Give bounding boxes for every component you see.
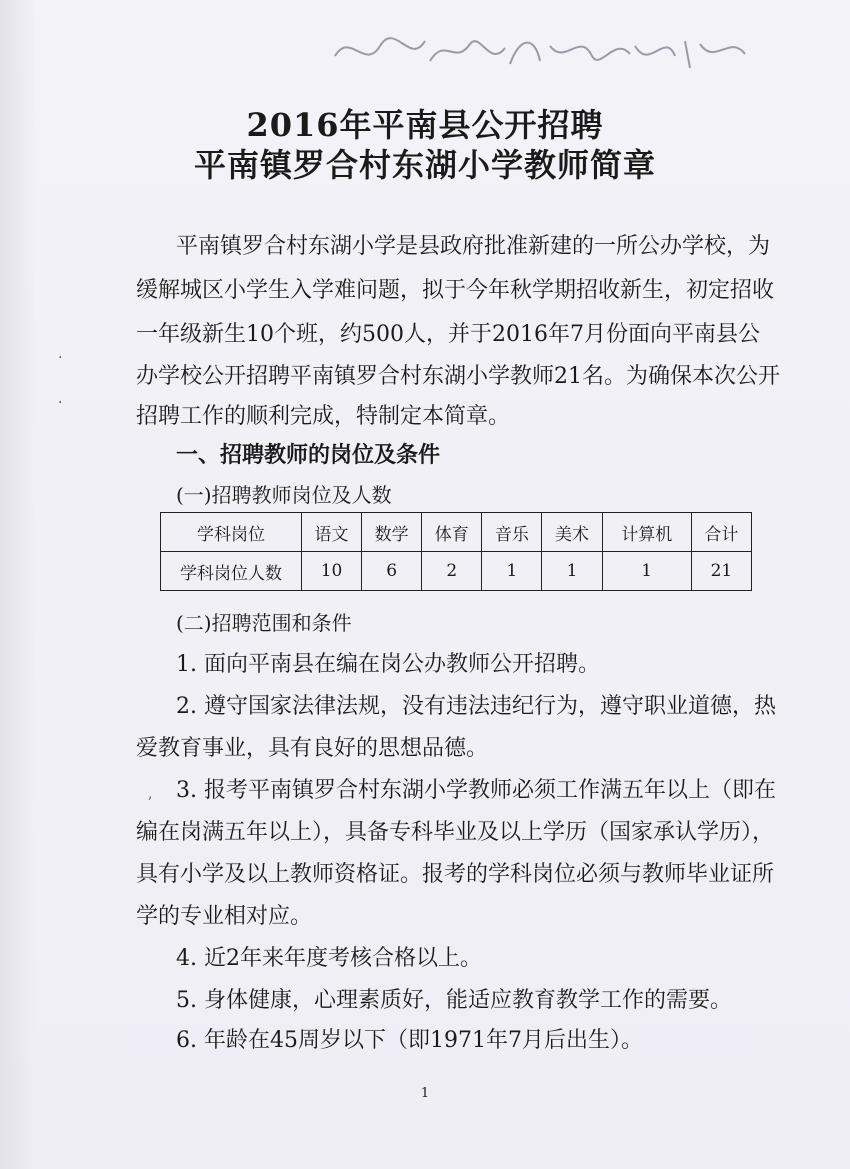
condition-line: 爱教育事业，具有良好的思想品德。: [136, 736, 489, 761]
table-row: [161, 552, 752, 591]
positions-table: [160, 512, 752, 591]
table-cell: 体育: [422, 513, 482, 552]
table-cell: 学科岗位: [161, 513, 302, 552]
table-cell: 合计: [691, 513, 751, 552]
condition-line: 编在岗满五年以上），具备专科毕业及以上学历（国家承认学历），: [136, 820, 775, 845]
subsection-heading: (二)招聘范围和条件: [176, 611, 352, 635]
table-cell: 1: [482, 552, 542, 591]
table-cell: 语文: [302, 513, 362, 552]
title-line-1: 2016年平南县公开招聘: [246, 106, 604, 144]
margin-mark: ·: [58, 395, 63, 411]
condition-line: 4. 近2年来年度考核合格以上。: [176, 946, 482, 971]
intro-line: 缓解城区小学生入学难问题，拟于今年秋学期招收新生，初定招收: [136, 278, 775, 303]
table-cell: 数学: [362, 513, 422, 552]
table-cell: 2: [422, 552, 482, 591]
intro-line: 办学校公开招聘平南镇罗合村东湖小学教师21名。为确保本次公开: [136, 364, 780, 389]
intro-line: 一年级新生10个班，约500人，并于2016年7月份面向平南县公: [136, 322, 760, 347]
handwritten-signature: [330, 26, 760, 76]
margin-mark: ·: [58, 350, 63, 366]
condition-line: 学的专业相对应。: [136, 904, 313, 929]
table-cell: 音乐: [482, 513, 542, 552]
subsection-heading: (一)招聘教师岗位及人数: [176, 483, 392, 507]
condition-line: 2. 遵守国家法律法规，没有违法违纪行为，遵守职业道德，热: [176, 694, 776, 719]
section-heading: 一、招聘教师的岗位及条件: [176, 442, 441, 468]
table-cell: 1: [542, 552, 602, 591]
condition-line: 6. 年龄在45周岁以下（即1971年7月后出生）。: [176, 1028, 643, 1053]
title-line-2: 平南镇罗合村东湖小学教师简章: [193, 146, 656, 184]
table-cell: 计算机: [602, 513, 691, 552]
condition-line: 1. 面向平南县在编在岗公办教师公开招聘。: [176, 652, 600, 677]
condition-line: 3. 报考平南镇罗合村东湖小学教师必须工作满五年以上（即在: [176, 778, 776, 803]
intro-line: 招聘工作的顺利完成，特制定本简章。: [136, 404, 511, 429]
table-cell: 21: [691, 552, 751, 591]
condition-line: 5. 身体健康，心理素质好，能适应教育教学工作的需要。: [176, 988, 732, 1013]
table-cell: 1: [602, 552, 691, 591]
table-cell: 学科岗位人数: [161, 552, 302, 591]
margin-mark: ,: [148, 786, 153, 802]
table-cell: 6: [362, 552, 422, 591]
table-cell: 10: [302, 552, 362, 591]
table-header-row: [161, 513, 752, 552]
table-cell: 美术: [542, 513, 602, 552]
page-number: 1: [420, 1086, 430, 1101]
intro-line: 平南镇罗合村东湖小学是县政府批准新建的一所公办学校，为: [176, 234, 771, 259]
condition-line: 具有小学及以上教师资格证。报考的学科岗位必须与教师毕业证所: [136, 862, 775, 887]
